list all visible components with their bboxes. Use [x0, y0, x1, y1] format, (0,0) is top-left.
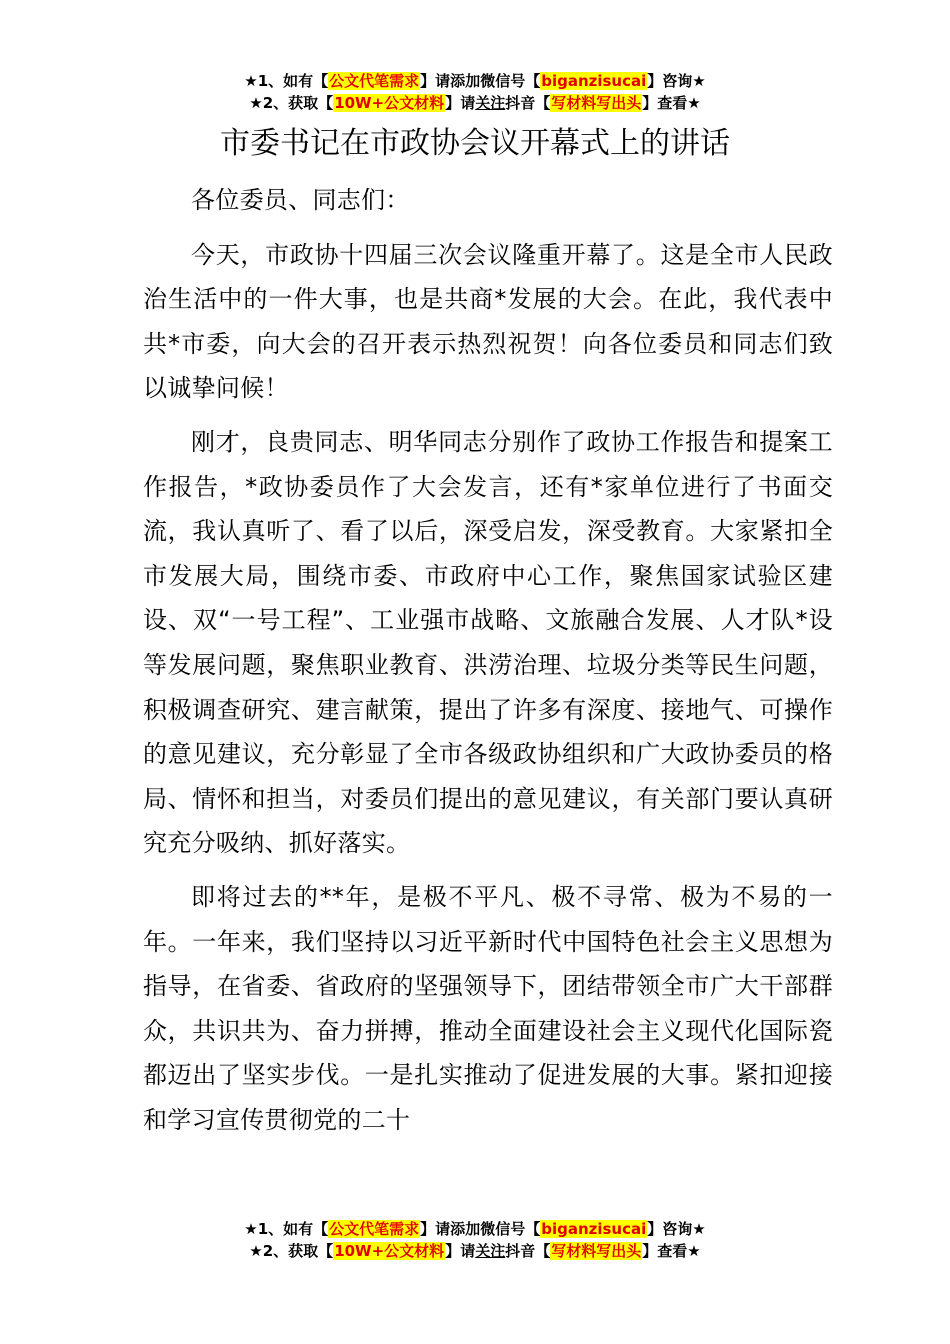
banner-text: 】请 — [445, 1242, 476, 1260]
banner-text: 抖音【 — [505, 94, 551, 112]
banner-douyin-id: 写材料写出头 — [551, 94, 642, 112]
banner-wechat-id: biganzisucai — [541, 72, 647, 90]
banner-text: 】查看★ — [642, 94, 701, 112]
banner-text: 微信号【 — [480, 1220, 541, 1238]
banner-line-2 — [0, 92, 950, 114]
banner-text: ★1、如有【 — [244, 1220, 329, 1238]
bottom-ad-banner — [0, 1218, 950, 1262]
banner-text: 】查看★ — [642, 1242, 701, 1260]
banner-text: 】咨询★ — [647, 72, 706, 90]
paragraph: 今天，市政协十四届三次会议隆重开幕了。这是全市人民政治生活中的一件大事，也是共商*发展的大会。在此，我代表中共*市委，向大会的召开表示热烈祝贺！向各位委员和同志们致以诚挚问候！ — [143, 240, 833, 403]
banner-line-1 — [0, 1218, 950, 1240]
banner-text: 加 — [465, 1220, 481, 1238]
greeting: 各位委员、同志们： — [191, 186, 410, 214]
paragraph: 即将过去的**年，是极不平凡、极不寻常、极为不易的一年。一年来，我们坚持以习近平新时代中国特色社会主义思想为指导，在省委、省政府的坚强领导下，团结带领全市广大干部群众，共识共为、奋力拼搏，推动全面建设社会主义现代化国际瓷都迈出了坚实步伐。一是扎实推动了促进发展的大事。紧扣迎接和学习宣传贯彻党的二十 — [143, 882, 833, 1134]
top-ad-banner — [0, 70, 950, 114]
banner-text: 关注 — [475, 1242, 506, 1260]
banner-text: 】咨询★ — [647, 1220, 706, 1238]
banner-text: 加 — [465, 72, 481, 90]
banner-text: ★2、获取【 — [249, 1242, 334, 1260]
banner-text: ★2、获取【 — [249, 94, 334, 112]
paragraph: 刚才，良贵同志、明华同志分别作了政协工作报告和提案工作报告，*政协委员作了大会发言，还有*家单位进行了书面交流，我认真听了、看了以后，深受启发，深受教育。大家紧扣全市发展大局，围绕市委、市政府中心工作，聚焦国家试验区建设、双“一号工程”、工业强市战略、文旅融合发展、人才队*设等发展问题，聚焦职业教育、洪涝治理、垃圾分类等民生问题，积极调查研究、建言献策，提出了许多有深度、接地气、可操作的意见建议，充分彰显了全市各级政协组织和广大政协委员的格局、情怀和担当，对委员们提出的意见建议，有关部门要认真研究充分吸纳、抓好落实。 — [143, 427, 833, 858]
banner-text: 抖音【 — [505, 1242, 551, 1260]
banner-highlight: 公文代笔需求 — [329, 1220, 420, 1238]
banner-text: 关注 — [475, 94, 506, 112]
banner-wechat-id: biganzisucai — [541, 1220, 647, 1238]
banner-highlight: 公文代笔需求 — [329, 72, 420, 90]
banner-text: 】请 — [445, 94, 476, 112]
document-title: 市委书记在市政协会议开幕式上的讲话 — [220, 126, 730, 161]
banner-line-1 — [0, 70, 950, 92]
banner-text: ★1、如有【 — [244, 72, 329, 90]
banner-highlight: 10W+公文材料 — [334, 1242, 445, 1260]
banner-highlight: 10W+公文材料 — [334, 94, 445, 112]
banner-douyin-id: 写材料写出头 — [551, 1242, 642, 1260]
banner-text: 微信号【 — [480, 72, 541, 90]
banner-text: 】请添 — [420, 72, 466, 90]
banner-line-2 — [0, 1240, 950, 1262]
document-body — [143, 178, 833, 1151]
banner-text: 】请添 — [420, 1220, 466, 1238]
